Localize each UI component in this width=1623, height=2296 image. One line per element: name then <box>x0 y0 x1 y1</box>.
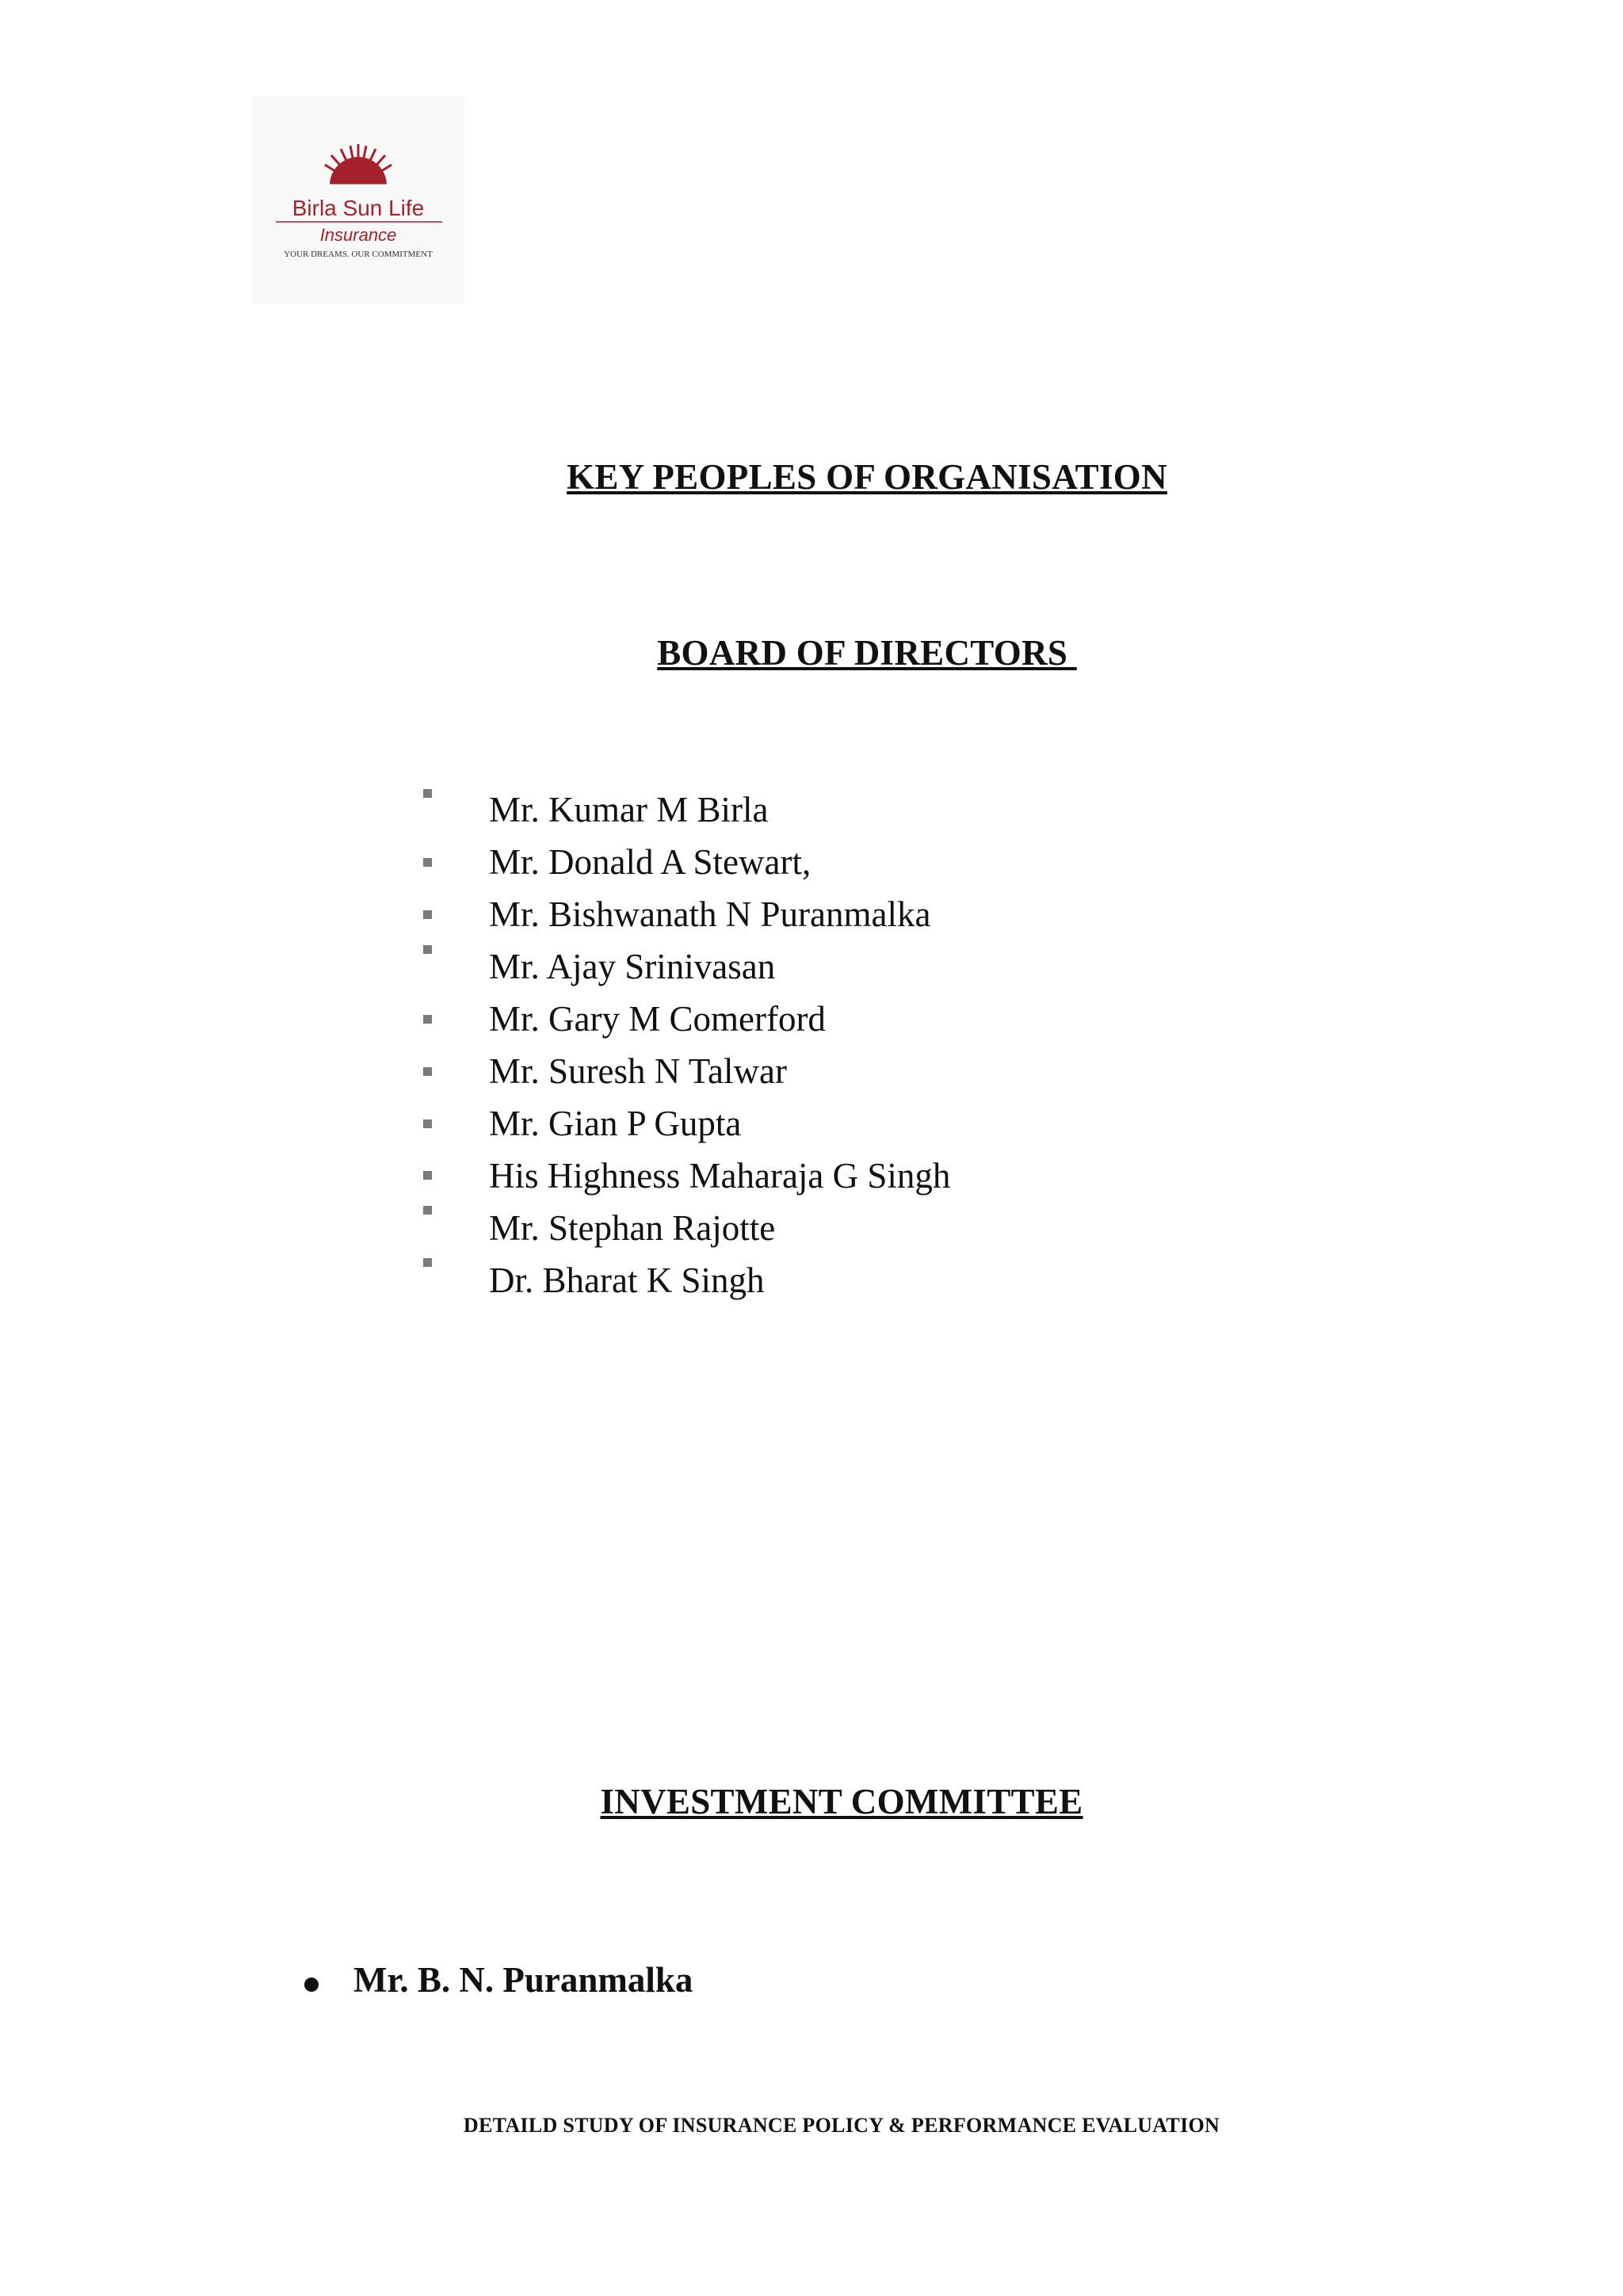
round-bullet-icon <box>304 1978 319 1992</box>
investment-committee-heading: INVESTMENT COMMITTEE <box>600 1782 1083 1821</box>
square-bullet-icon <box>423 858 432 867</box>
committee-member-name: Mr. B. N. Puranmalka <box>353 1960 693 2000</box>
square-bullet-icon <box>423 1067 432 1076</box>
logo-sub-text: Insurance <box>319 225 397 245</box>
director-name: Mr. Stephan Rajotte <box>489 1208 776 1248</box>
square-bullet-icon <box>423 945 432 954</box>
square-bullet-icon <box>423 1258 432 1267</box>
square-bullet-icon <box>423 1171 432 1180</box>
square-bullet-icon <box>423 1015 432 1024</box>
director-name: Mr. Bishwanath N Puranmalka <box>489 894 931 934</box>
director-name: Dr. Bharat K Singh <box>489 1261 765 1300</box>
logo-tagline-text: YOUR DREAMS. OUR COMMITMENT <box>284 250 433 259</box>
director-name: Mr. Gary M Comerford <box>489 999 826 1039</box>
director-name: Mr. Donald A Stewart, <box>489 842 812 882</box>
square-bullet-icon <box>423 789 432 798</box>
director-name: Mr. Kumar M Birla <box>489 790 769 830</box>
square-bullet-icon <box>423 910 432 919</box>
logo-brand-text: Birla Sun Life <box>292 196 425 220</box>
page-footer: DETAILD STUDY OF INSURANCE POLICY & PERFORMANCE EVALUATION <box>463 2114 1220 2137</box>
page-title: KEY PEOPLES OF ORGANISATION <box>567 457 1167 497</box>
square-bullet-icon <box>423 1206 432 1215</box>
director-name: Mr. Gian P Gupta <box>489 1104 742 1143</box>
director-name: His Highness Maharaja G Singh <box>489 1156 951 1196</box>
board-of-directors-heading: BOARD OF DIRECTORS <box>657 633 1077 673</box>
square-bullet-icon <box>423 1119 432 1128</box>
director-name: Mr. Suresh N Talwar <box>489 1051 787 1091</box>
director-name: Mr. Ajay Srinivasan <box>489 947 776 986</box>
